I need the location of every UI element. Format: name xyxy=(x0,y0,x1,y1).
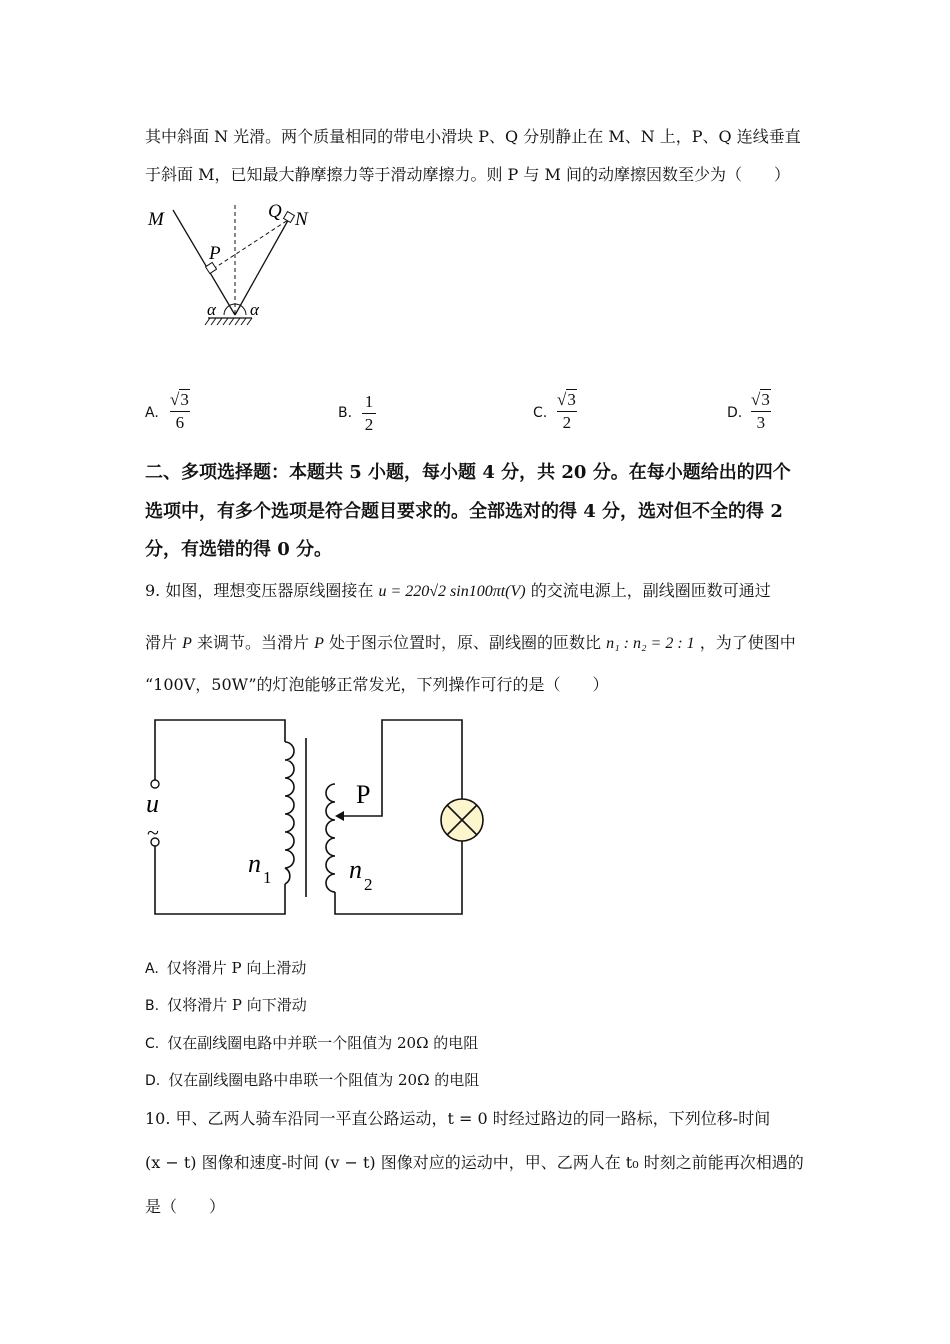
q8-option-a-label[interactable]: A. xyxy=(145,405,159,421)
q9-choice-c-label: C. xyxy=(145,1036,160,1052)
q9-choice-a-text: 仅将滑片 P 向上滑动 xyxy=(166,959,307,977)
label-n2: n xyxy=(349,855,362,884)
q9-choice-d-label: D. xyxy=(145,1073,161,1089)
label-n2-sub: 2 xyxy=(364,875,373,894)
q9-text-line1a: 9. 如图，理想变压器原线圈接在 xyxy=(145,581,374,600)
ground-hatch xyxy=(205,318,252,325)
label-P-slider: P xyxy=(356,780,371,809)
primary-wire-top xyxy=(155,720,285,780)
label-M: M xyxy=(148,209,164,230)
section2-line2: 选项中，有多个选项是符合题目要求的。全部选对的得 4 分，选对但不全的得 2 xyxy=(145,501,783,522)
q8-option-d-num: 3 xyxy=(761,390,770,409)
slider-arrow xyxy=(335,811,344,821)
q9-text-line2 xyxy=(145,630,796,653)
q8-option-d-den: 3 xyxy=(756,413,766,432)
q9-choice-b-text: 仅将滑片 P 向下滑动 xyxy=(167,996,307,1014)
q9-slider-p: P xyxy=(182,635,192,652)
q9-formula: u = 220√2 sin100πt(V) xyxy=(378,583,526,600)
primary-coil xyxy=(285,742,294,884)
q8-option-b-den: 2 xyxy=(364,415,374,434)
label-u: u xyxy=(146,789,159,818)
pq-dashed-line xyxy=(213,220,288,269)
label-alpha-left: α xyxy=(207,300,216,319)
label-N: N xyxy=(295,209,308,230)
q9-text-line3: “100V，50W”的灯泡能够正常发光，下列操作可行的是（ ） xyxy=(145,675,609,694)
block-P xyxy=(205,262,216,273)
q8-option-a-num: 3 xyxy=(180,390,189,409)
incline-N xyxy=(235,215,291,315)
secondary-coil xyxy=(326,784,335,892)
label-Q: Q xyxy=(268,201,282,222)
section2-line3: 分，有选错的得 0 分。 xyxy=(145,539,333,560)
q8-option-a-fraction[interactable]: √3 6 xyxy=(170,390,189,432)
q8-option-c-den: 2 xyxy=(562,413,572,432)
q10-text-line3: 是（ ） xyxy=(145,1197,226,1216)
q9-ratio: n₁ : n₂ = 2 : 1 xyxy=(606,635,695,652)
block-Q xyxy=(284,212,295,223)
incline-figure xyxy=(140,195,340,330)
incline-M xyxy=(173,210,235,315)
q8-text-line1: 其中斜面 N 光滑。两个质量相同的带电小滑块 P、Q 分别静止在 M、N 上，P、Q 连线垂直 xyxy=(145,127,801,146)
label-alpha-right: α xyxy=(250,300,259,319)
q8-option-c-fraction[interactable]: √3 2 xyxy=(557,390,576,432)
q8-option-b-num: 1 xyxy=(364,392,374,411)
q8-option-c-num: 3 xyxy=(567,390,576,409)
q10-text-line2: (x − t) 图像和速度-时间 (v − t) 图像对应的运动中，甲、乙两人在 t₀ 时刻之前能再次相遇的 xyxy=(145,1153,804,1172)
q9-text-line2d: ，为了使图中 xyxy=(699,633,796,652)
q9-choice-d-text: 仅在副线圈电路中串联一个阻值为 20Ω 的电阻 xyxy=(168,1071,480,1089)
q8-option-d-fraction[interactable]: √3 3 xyxy=(751,390,770,432)
label-n1: n xyxy=(248,849,261,878)
q9-choice-c-text: 仅在副线圈电路中并联一个阻值为 20Ω 的电阻 xyxy=(167,1034,479,1052)
q9-choice-d[interactable] xyxy=(145,1069,479,1090)
transformer-figure xyxy=(145,712,495,922)
q9-choice-c[interactable] xyxy=(145,1032,478,1053)
label-n1-sub: 1 xyxy=(263,868,272,887)
q9-choice-b-label: B. xyxy=(145,998,160,1014)
q9-choice-a[interactable] xyxy=(145,957,306,978)
q8-option-b-fraction[interactable] xyxy=(362,392,376,435)
label-tilde: ~ xyxy=(147,820,159,845)
q8-option-d-label[interactable]: D. xyxy=(727,405,743,421)
q8-option-b-label[interactable]: B. xyxy=(338,405,353,421)
q9-text-line1 xyxy=(145,578,771,601)
q8-option-a-den: 6 xyxy=(175,413,185,432)
terminal-top xyxy=(151,780,159,788)
q9-text-line2a: 滑片 xyxy=(145,633,178,652)
q9-slider-p-2: P xyxy=(314,635,324,652)
label-P: P xyxy=(209,243,221,264)
q8-option-c-label[interactable]: C. xyxy=(533,405,548,421)
q9-text-line2c: 处于图示位置时，原、副线圈的匝数比 xyxy=(328,633,601,652)
q9-choice-a-label: A. xyxy=(145,961,159,977)
q10-text-line1: 10. 甲、乙两人骑车沿同一平直公路运动，t = 0 时经过路边的同一路标，下列位移-时间 xyxy=(145,1109,771,1128)
q9-text-line1b: 的交流电源上，副线圈匝数可通过 xyxy=(530,581,771,600)
q8-text-line2: 于斜面 M，已知最大静摩擦力等于滑动摩擦力。则 P 与 M 间的动摩擦因数至少为（ ） xyxy=(145,165,790,184)
section2-line1: 二、多项选择题：本题共 5 小题，每小题 4 分，共 20 分。在每小题给出的四个 xyxy=(145,462,791,483)
q9-choice-b[interactable] xyxy=(145,994,307,1015)
q9-text-line2b: 来调节。当滑片 xyxy=(196,633,309,652)
